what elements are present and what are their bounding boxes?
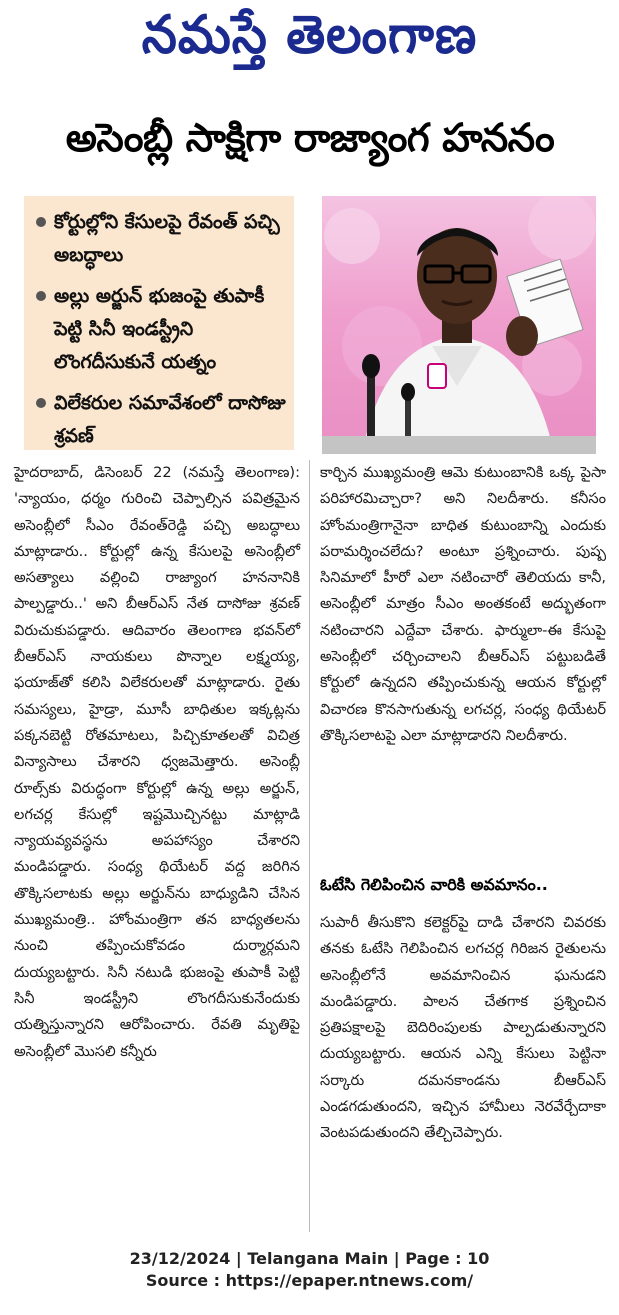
article-left-column (14, 460, 300, 1232)
article-subheading: ఓటేసి గెలిపించిన వారికి అవమానం.. (320, 875, 548, 894)
highlight-text: అల్లు అర్జున్ భుజంపై తుపాకీ పెట్టి సినీ ఇండస్ట్రీని లొంగదీసుకునే యత్నం (54, 285, 265, 373)
footer (0, 1248, 619, 1292)
photo-illustration (322, 196, 596, 454)
headline-text: అసెంబ్లీ సాక్షిగా రాజ్యాంగ హననం (65, 116, 555, 161)
article-right-column (320, 460, 606, 860)
bullet-icon (36, 291, 46, 301)
footer-date-line: 23/12/2024 | Telangana Main | Page : 10 (129, 1249, 490, 1268)
highlight-item (36, 387, 288, 453)
article-paragraph: సుపారీ తీసుకొని కలెక్టర్‌పై దాడి చేశారని చివరకు తనకు ఓటేసి గెలిపించిన లగచర్ల గిరిజన రైతులను అసెంబ్లీలోనే అవమానించిన ఘనుడని మండిపడ్డారు. పాలన చేతగాక ప్రశ్నించిన ప్రతిపక్షాలపై బెదిరింపులకు పాల్పడుతున్నారని దుయ్యబట్టారు. ఆయన ఎన్ని కేసులు పెట్టినా సర్కారు దమనకాండను బీఆర్‌ఎస్ ఎండగడుతుందని, ఇచ్చిన హామీలు నెరవేర్చేదాకా వెంటపడుతుందని తేల్చిచెప్పారు. (320, 914, 606, 1142)
headline (10, 108, 610, 178)
newspaper-title: నమస్తే తెలంగాణ (141, 3, 478, 65)
highlight-text: విలేకరుల సమావేశంలో దాసోజు శ్రవణ్ (54, 392, 286, 447)
highlight-item (36, 206, 288, 272)
bullet-icon (36, 398, 46, 408)
bullet-icon (36, 217, 46, 227)
article-paragraph: హైదరాబాద్, డిసెంబర్ 22 (నమస్తే తెలంగాణ): 'న్యాయం, ధర్మం గురించి చెప్పాల్సిన పవిత్రమైన అసెంబ్లీలో సీఎం రేవంత్‌రెడ్డి పచ్చి అబద్ధాలు మాట్లాడారు.. కోర్టుల్లో ఉన్న కేసులపై అసెంబ్లీలో అసత్యాలు వల్లించి రాజ్యాంగ హననానికి పాల్పడ్డారు..' అని బీఆర్‌ఎస్ నేత దాసోజు శ్రవణ్ విరుచుకుపడ్డారు. ఆదివారం తెలంగాణ భవన్‌లో బీఆర్‌ఎస్ నాయకులు పొన్నాల లక్ష్మయ్య, ఫయాజ్‌తో కలిసి విలేకరులతో మాట్లాడారు. రైతు సమస్యలు, హైడ్రా, మూసీ బాధితుల ఇక్కట్లను పక్కనబెట్టి రోతమాటలు, పిచ్చికూతలతో విచిత్ర విన్యాసాలు చేశారని ధ్వజమెత్తారు. అసెంబ్లీ రూల్స్‌కు విరుద్ధంగా కోర్టుల్లో ఉన్న అల్లు అర్జున్, లగచర్ల కేసుల్లో ఇష్టమొచ్చినట్టు మాట్లాడి న్యాయవ్యవస్థను అపహాస్యం చేశారని మండిపడ్డారు. సంధ్య థియేటర్ వద్ద జరిగిన తొక్కిసలాటకు అల్లు అర్జున్‌ను బాధ్యుడిని చేసిన ముఖ్యమంత్రి.. హోంమంత్రిగా తన బాధ్యతలను నుంచి తప్పించుకోవడం దుర్మార్గమని దుయ్యబట్టారు. సినీ నటుడి భుజంపై తుపాకీ పెట్టి సినీ ఇండస్ట్రీని లొంగదీసుకునేందుకు యత్నిస్తున్నారని ఆరోపించారు. రేవతి మృతిపై అసెంబ్లీలో మొసలి కన్నీరు (14, 464, 300, 1060)
masthead (0, 0, 619, 82)
column-divider (309, 460, 310, 1232)
article-paragraph: కార్చిన ముఖ్యమంత్రి ఆమె కుటుంబానికి ఒక్క పైసా పరిహారమిచ్చారా? అని నిలదీశారు. కనీసం హోంమంత్రిగానైనా బాధిత కుటుంబాన్ని ఎందుకు పరామర్శించలేదు? అంటూ ప్రశ్నించారు. పుష్ప సినిమాలో హీరో ఎలా నటించారో తెలియదు కానీ, అసెంబ్లీలో మాత్రం సీఎం అంతకంటే అద్భుతంగా నటించారని ఎద్దేవా చేశారు. ఫార్ములా-ఈ కేసుపై అసెంబ్లీలో చర్చించాలని బీఆర్‌ఎస్ పట్టుబడితే కోర్టులో ఉన్నదని తప్పించుకున్న ఆయన కోర్టుల్లో విచారణ కొనసాగుతున్న లగచర్ల, సంధ్య థియేటర్ తొక్కిసలాటపై ఎలా మాట్లాడారని నిలదీశారు. (320, 464, 606, 744)
highlight-text: కోర్టుల్లోని కేసులపై రేవంత్ పచ్చి అబద్ధాలు (54, 211, 280, 266)
highlight-item (36, 280, 288, 379)
highlights-box (24, 196, 294, 450)
footer-source-line: Source : https://epaper.ntnews.com/ (145, 1271, 474, 1290)
article-right-column-2 (320, 910, 606, 1220)
speaker-photo (322, 196, 596, 454)
